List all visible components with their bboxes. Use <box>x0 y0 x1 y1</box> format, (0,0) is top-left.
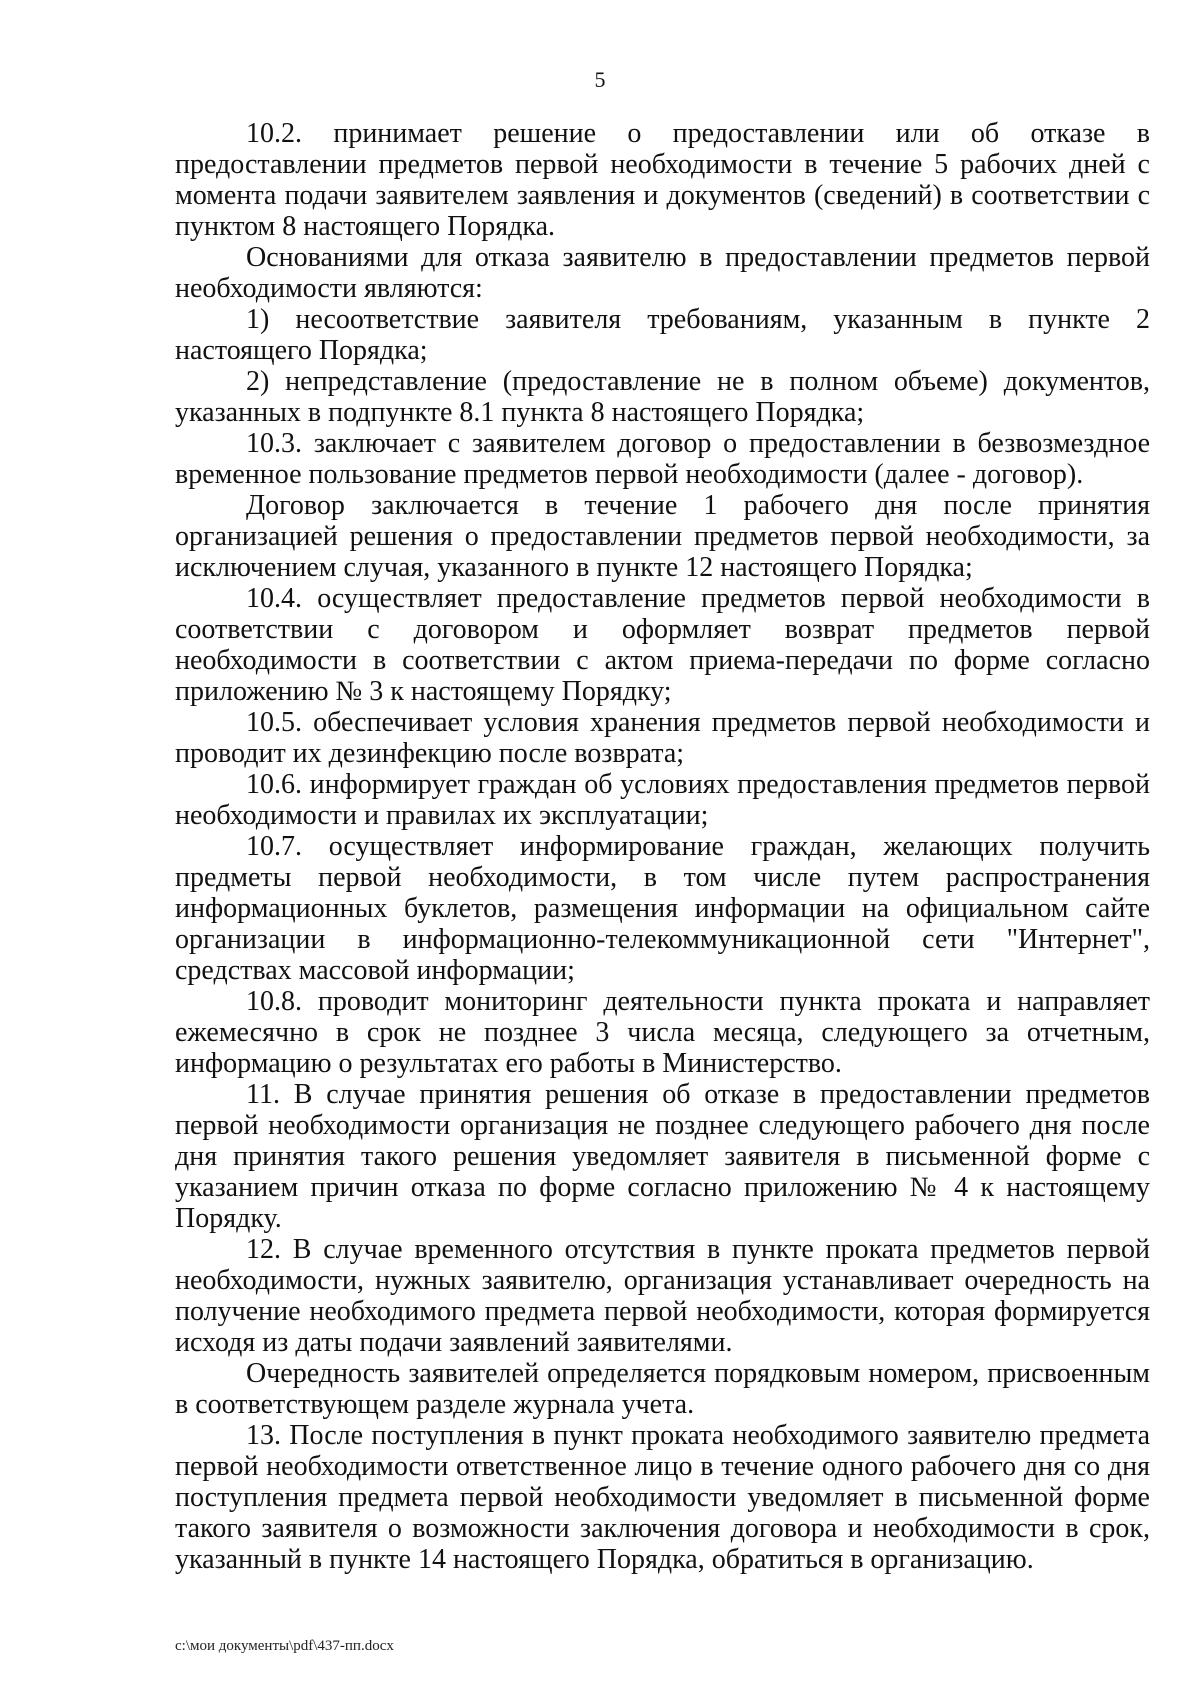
paragraph-10-8: 10.8. проводит мониторинг деятельности пункта проката и направляет ежемесячно в срок не позднее 3 числа месяца, следующего за отчетным, информацию о результатах его работы в Министерство. <box>175 986 1150 1079</box>
paragraph-10-3: 10.3. заключает с заявителем договор о предоставлении в безвозмездное временное пользование предметов первой необходимости (далее - договор). <box>175 428 1150 490</box>
paragraph-contract-term: Договор заключается в течение 1 рабочего дня после принятия организацией решения о предоставлении предметов первой необходимости, за исключением случая, указанного в пункте 12 настоящего Порядка; <box>175 490 1150 583</box>
paragraph-queue-order: Очередность заявителей определяется порядковым номером, присвоенным в соответствующем разделе журнала учета. <box>175 1358 1150 1420</box>
paragraph-10-4: 10.4. осуществляет предоставление предметов первой необходимости в соответствии с договором и оформляет возврат предметов первой необходимости в соответствии с актом приема-передачи по форме согласно приложению № 3 к настоящему Порядку; <box>175 583 1150 707</box>
paragraph-12: 12. В случае временного отсутствия в пункте проката предметов первой необходимости, нужных заявителю, организация устанавливает очередность на получение необходимого предмета первой необходимости, которая формируется исходя из даты подачи заявлений заявителями. <box>175 1234 1150 1358</box>
paragraph-10-7: 10.7. осуществляет информирование граждан, желающих получить предметы первой необходимости, в том числе путем распространения информационных буклетов, размещения информации на официальном сайте организации в информационно-телекоммуникационной сети "Интернет", средствах массовой информации; <box>175 831 1150 986</box>
paragraph-11: 11. В случае принятия решения об отказе в предоставлении предметов первой необходимости организация не позднее следующего рабочего дня после дня принятия такого решения уведомляет заявителя в письменной форме с указанием причин отказа по форме согласно приложению № 4 к настоящему Порядку. <box>175 1079 1150 1234</box>
paragraph-refusal-grounds: Основаниями для отказа заявителю в предоставлении предметов первой необходимости являются: <box>175 242 1150 304</box>
paragraph-ground-1: 1) несоответствие заявителя требованиям, указанным в пункте 2 настоящего Порядка; <box>175 304 1150 366</box>
paragraph-10-6: 10.6. информирует граждан об условиях предоставления предметов первой необходимости и правилах их эксплуатации; <box>175 769 1150 831</box>
paragraph-13: 13. После поступления в пункт проката необходимого заявителю предмета первой необходимости ответственное лицо в течение одного рабочего дня со дня поступления предмета первой необходимости уведомляет в письменной форме такого заявителя о возможности заключения договора и необходимости в срок, указанный в пункте 14 настоящего Порядка, обратиться в организацию. <box>175 1420 1150 1575</box>
footer-file-path: c:\мои документы\pdf\437-пп.docx <box>175 1638 394 1654</box>
paragraph-ground-2: 2) непредставление (предоставление не в полном объеме) документов, указанных в подпункте 8.1 пункта 8 настоящего Порядка; <box>175 366 1150 428</box>
document-body <box>175 118 1150 1575</box>
paragraph-10-5: 10.5. обеспечивает условия хранения предметов первой необходимости и проводит их дезинфекцию после возврата; <box>175 707 1150 769</box>
paragraph-10-2: 10.2. принимает решение о предоставлении или об отказе в предоставлении предметов первой необходимости в течение 5 рабочих дней с момента подачи заявителем заявления и документов (сведений) в соответствии с пунктом 8 настоящего Порядка. <box>175 118 1150 242</box>
page-number: 5 <box>594 67 606 92</box>
